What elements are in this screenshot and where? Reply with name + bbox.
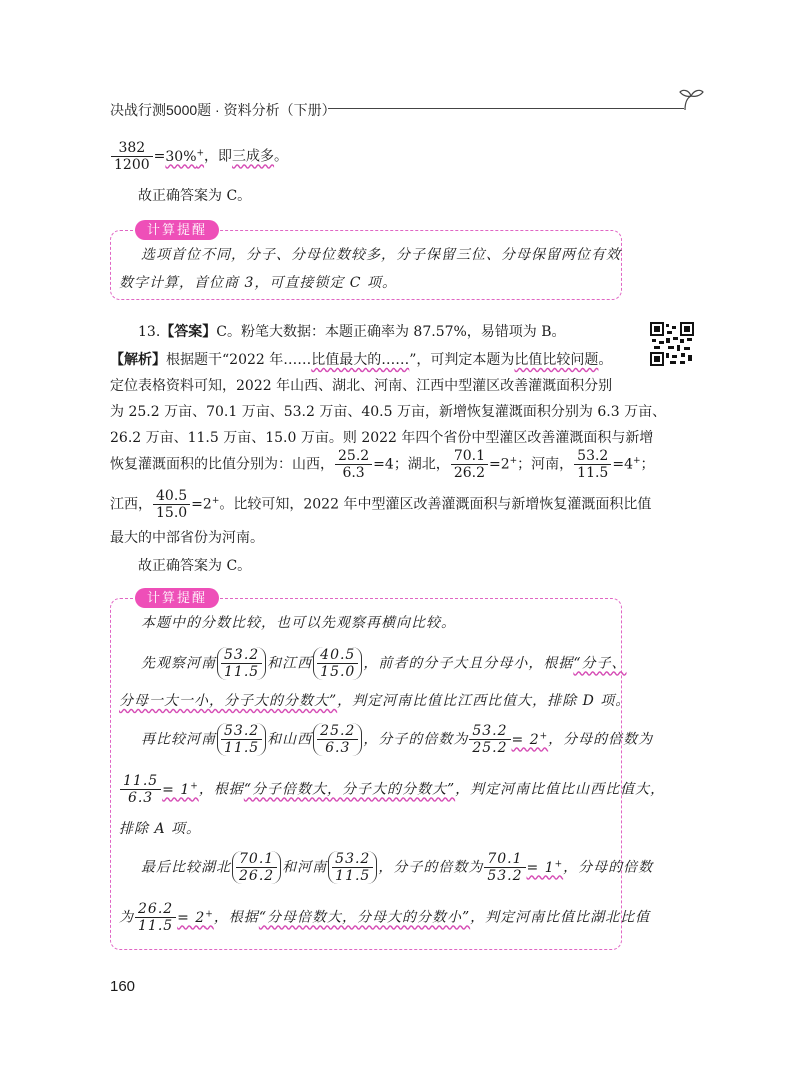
ratio-line: 恢复灌溉面积的比值分别为：山西， $\frac{25.2}{6.3}$ =4；湖北， $\frac{70.1}{26.2}$ =2+；河南， $\frac{53.2}{11.5}$ =4+； [110, 448, 655, 481]
fraction: $\frac{70.1}{26.2}$ [451, 448, 488, 481]
highlight: “分母倍数大，分母大的分数小” [258, 909, 471, 926]
book-title: 决战行测5000题 · 资料分析（下册） [110, 102, 336, 118]
calc-tip-tag: 计算提醒 [135, 220, 219, 240]
tip-line: 为 $\frac{26.2}{11.5}$ = 2+，根据“分母倍数大，分母大的分数小”，判定河南比值比湖北比值 [119, 901, 651, 934]
highlight: 比值最大的…… [311, 352, 410, 368]
highlight: 三成多 [232, 148, 275, 165]
tip-line: 最后比较湖北 $\frac{70.1}{26.2}$ 和河南 $\frac{53.2}{11.5}$ ，分子的倍数为 $\frac{70.1}{53.2}$ = 1+，分母的倍数 [141, 851, 654, 884]
answer-tag: 【答案】 [160, 324, 217, 340]
highlight: 比值比较问题 [514, 352, 599, 368]
tip-line: 先观察河南 $\frac{53.2}{11.5}$ 和江西 $\frac{40.5}{15.0}$ ，前者的分子大且分母小，根据“分子、 [141, 647, 627, 680]
analysis-line: 26.2 万亩、11.5 万亩、15.0 万亩。则 2022 年四个省份中型灌区改善灌溉面积与新增 [110, 430, 654, 446]
calc-tip-box [110, 590, 666, 950]
highlight: 分母一大一小，分子大的分数大” [119, 693, 338, 709]
fraction: $\frac{53.2}{11.5}$ [221, 723, 262, 756]
tip-line: 数字计算，首位商 3，可直接锁定 C 项。 [119, 275, 397, 291]
tip-line: 再比较河南 $\frac{53.2}{11.5}$ 和山西 $\frac{25.2}{6.3}$ ，分子的倍数为 $\frac{53.2}{25.2}$ = 2+，分母的倍数为 [141, 723, 654, 756]
analysis-tag: 【解析】 [110, 352, 166, 368]
conclusion-text: 故正确答案为 C。 [138, 558, 252, 574]
page-number: 160 [110, 978, 136, 995]
fraction: $\frac{40.5}{15.0}$ [153, 488, 190, 521]
fraction: $\frac{26.2}{11.5}$ [135, 901, 176, 934]
analysis-line: 最大的中部省份为河南。 [110, 530, 264, 546]
highlight: “分子倍数大，分子大的分数大” [243, 781, 456, 798]
highlight: = 1+ [162, 780, 199, 798]
running-header [110, 96, 690, 126]
highlight: = 2+ [177, 908, 214, 926]
fraction: $\frac{53.2}{25.2}$ [469, 723, 510, 756]
highlight: = 1+ [526, 858, 564, 876]
fraction: $\frac{70.1}{53.2}$ [484, 851, 525, 884]
tip-line: 排除 A 项。 [119, 821, 202, 837]
fraction: $\frac{70.1}{26.2}$ [236, 851, 277, 884]
tip-line: $\frac{11.5}{6.3}$ = 1+，根据“分子倍数大，分子大的分数大”，判定河南比值比山西比值大， [119, 773, 665, 806]
conclusion-text: 故正确答案为 C。 [138, 188, 252, 204]
header-rule [328, 108, 684, 109]
tip-line: 本题中的分数比较，也可以先观察再横向比较。 [141, 615, 456, 631]
analysis-line: 为 25.2 万亩、70.1 万亩、53.2 万亩、40.5 万亩，新增恢复灌溉面积分别为 6.3 万亩、 [110, 404, 667, 420]
calc-tip-tag: 计算提醒 [135, 588, 219, 608]
ratio-line: 江西， $\frac{40.5}{15.0}$ =2+。比较可知，2022 年中型灌区改善灌溉面积与新增恢复灌溉面积比值 [110, 488, 652, 521]
fraction: $\frac{382}{1200}$ [111, 140, 153, 173]
fraction: $\frac{53.2}{11.5}$ [574, 448, 611, 481]
analysis-line: 【解析】根据题干“2022 年……比值最大的……”，可判定本题为比值比较问题。 [110, 352, 613, 368]
highlight: = 2+ [511, 730, 549, 748]
result-value: 30%+ [165, 147, 205, 165]
fraction: $\frac{53.2}{11.5}$ [221, 647, 262, 680]
analysis-line: 定位表格资料可知，2022 年山西、湖北、河南、江西中型灌区改善灌溉面积分别 [110, 378, 613, 394]
tip-line: 选项首位不同，分子、分母位数较多，分子保留三位、分母保留两位有效 [141, 247, 621, 263]
fraction: $\frac{40.5}{15.0}$ [317, 647, 358, 680]
top-fraction-line: $\frac{382}{1200}$ =30%+，即三成多。 [110, 140, 288, 173]
fraction: $\frac{25.2}{6.3}$ [335, 448, 372, 481]
qr-code-icon [650, 322, 694, 366]
fraction: $\frac{53.2}{11.5}$ [332, 851, 373, 884]
calc-tip-box [110, 222, 622, 300]
highlight: “分子、 [573, 655, 627, 672]
tip-line: 分母一大一小，分子大的分数大”，判定河南比值比江西比值大，排除 D 项。 [119, 693, 631, 709]
fraction: $\frac{25.2}{6.3}$ [317, 723, 358, 756]
fraction: $\frac{11.5}{6.3}$ [120, 773, 161, 806]
answer-line: 13.【答案】C。粉笔大数据：本题正确率为 87.57%，易错项为 B。 [138, 324, 566, 340]
sprout-icon [675, 86, 705, 112]
